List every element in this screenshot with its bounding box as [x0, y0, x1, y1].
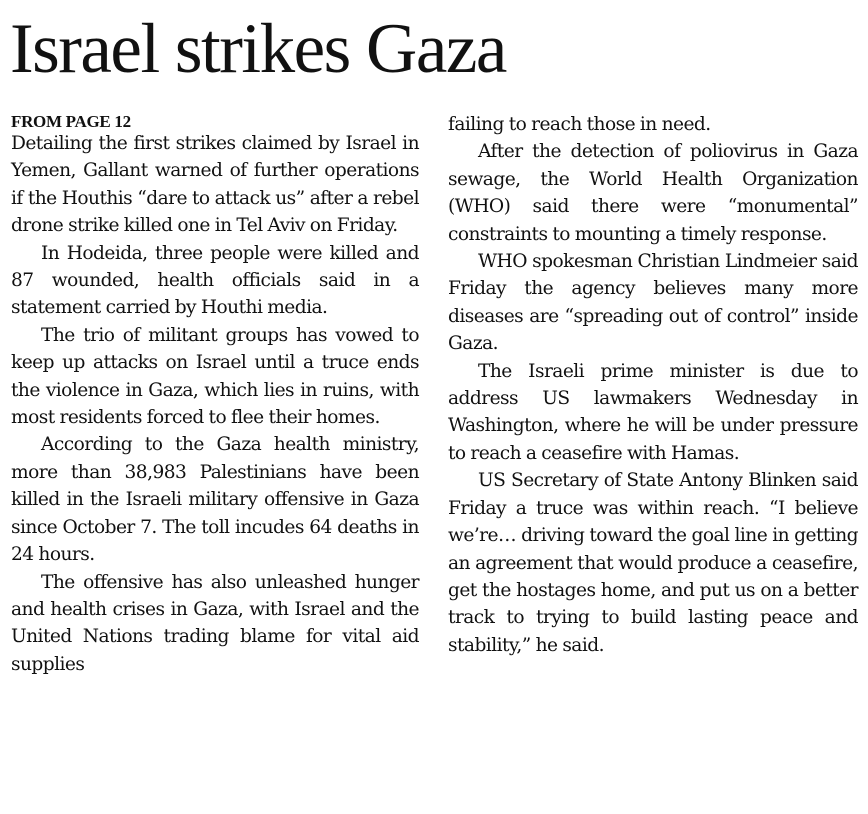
- paragraph: In Hodeida, three people were killed and 87 wounded, health officials said in a statement carried by Houthi media.: [11, 242, 419, 319]
- paragraph: US Secretary of State Antony Blinken said Friday a truce was within reach. “I believe we’re… driving toward the goal line in getting an agreement that would produce a ceasefire, get the hostages home, and put us on a better track to trying to build lasting peace and stability,” he said.: [448, 470, 858, 656]
- paragraph: Detailing the first strikes claimed by Israel in Yemen, Gallant warned of further operations if the Houthis “dare to attack us” after a rebel drone strike killed one in Tel Aviv on Friday.: [11, 133, 419, 237]
- paragraph: failing to reach those in need.: [448, 114, 711, 135]
- paragraph: The trio of militant groups has vowed to keep up attacks on Israel until a truce ends the violence in Gaza, which lies in ruins, with most residents forced to flee their homes.: [11, 324, 419, 429]
- left-column: [11, 110, 419, 678]
- right-column: [448, 111, 858, 659]
- paragraph: The Israeli prime minister is due to address US lawmakers Wednesday in Washington, where he will be under pressure to reach a ceasefire with Hamas.: [448, 360, 858, 464]
- kicker: FROM PAGE 12: [11, 112, 131, 131]
- paragraph: The offensive has also unleashed hunger and health crises in Gaza, with Israel and the United Nations trading blame for vital aid supplies: [11, 571, 419, 675]
- paragraph: WHO spokesman Christian Lindmeier said Friday the agency believes many more diseases are “spreading out of control” inside Gaza.: [448, 251, 858, 355]
- paragraph: According to the Gaza health ministry, more than 38,983 Palestinians have been killed in the Israeli military offensive in Gaza since October 7. The toll incudes 64 deaths in 24 hours.: [11, 434, 419, 566]
- headline: Israel strikes Gaza: [10, 10, 506, 88]
- paragraph: After the detection of poliovirus in Gaza sewage, the World Health Organization (WHO) said there were “monumental” constraints to mounting a timely response.: [448, 141, 858, 245]
